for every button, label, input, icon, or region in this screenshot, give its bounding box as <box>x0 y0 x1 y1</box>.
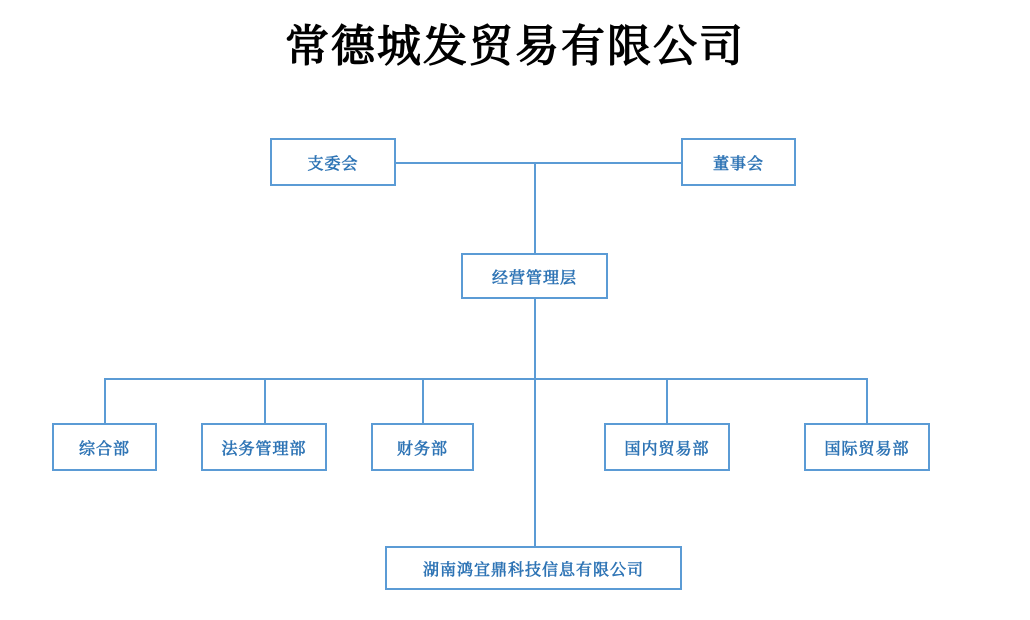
page-title: 常德城发贸易有限公司 <box>285 22 745 71</box>
connector-drop-legal <box>264 378 266 423</box>
connector-management-down <box>534 299 536 379</box>
node-international-trade-dept[interactable] <box>804 423 930 471</box>
node-label-board: 董事会 <box>712 155 764 173</box>
node-domestic-trade-dept[interactable] <box>604 423 730 471</box>
connector-drop-finance <box>422 378 424 423</box>
node-board[interactable] <box>681 138 796 186</box>
connector-subsidiary-stem <box>534 378 536 546</box>
node-management[interactable] <box>461 253 608 299</box>
node-label-general-dept: 综合部 <box>78 440 130 458</box>
node-label-management: 经营管理层 <box>491 269 577 287</box>
node-label-international-trade-dept: 国际贸易部 <box>824 440 910 458</box>
connector-top-horizontal <box>396 162 681 164</box>
connector-drop-domestic <box>666 378 668 423</box>
node-finance-dept[interactable] <box>371 423 474 471</box>
node-label-finance-dept: 财务部 <box>396 440 448 458</box>
node-label-legal-dept: 法务管理部 <box>221 440 307 458</box>
node-party-committee[interactable] <box>270 138 396 186</box>
node-label-subsidiary: 湖南鸿宜鼎科技信息有限公司 <box>422 561 644 579</box>
node-label-domestic-trade-dept: 国内贸易部 <box>624 440 710 458</box>
node-legal-dept[interactable] <box>201 423 327 471</box>
connector-drop-international <box>866 378 868 423</box>
node-subsidiary[interactable] <box>385 546 682 590</box>
node-label-party-committee: 支委会 <box>307 155 359 173</box>
connector-departments-bus <box>104 378 867 380</box>
connector-management-stem <box>534 162 536 253</box>
node-general-dept[interactable] <box>52 423 157 471</box>
connector-drop-general <box>104 378 106 423</box>
